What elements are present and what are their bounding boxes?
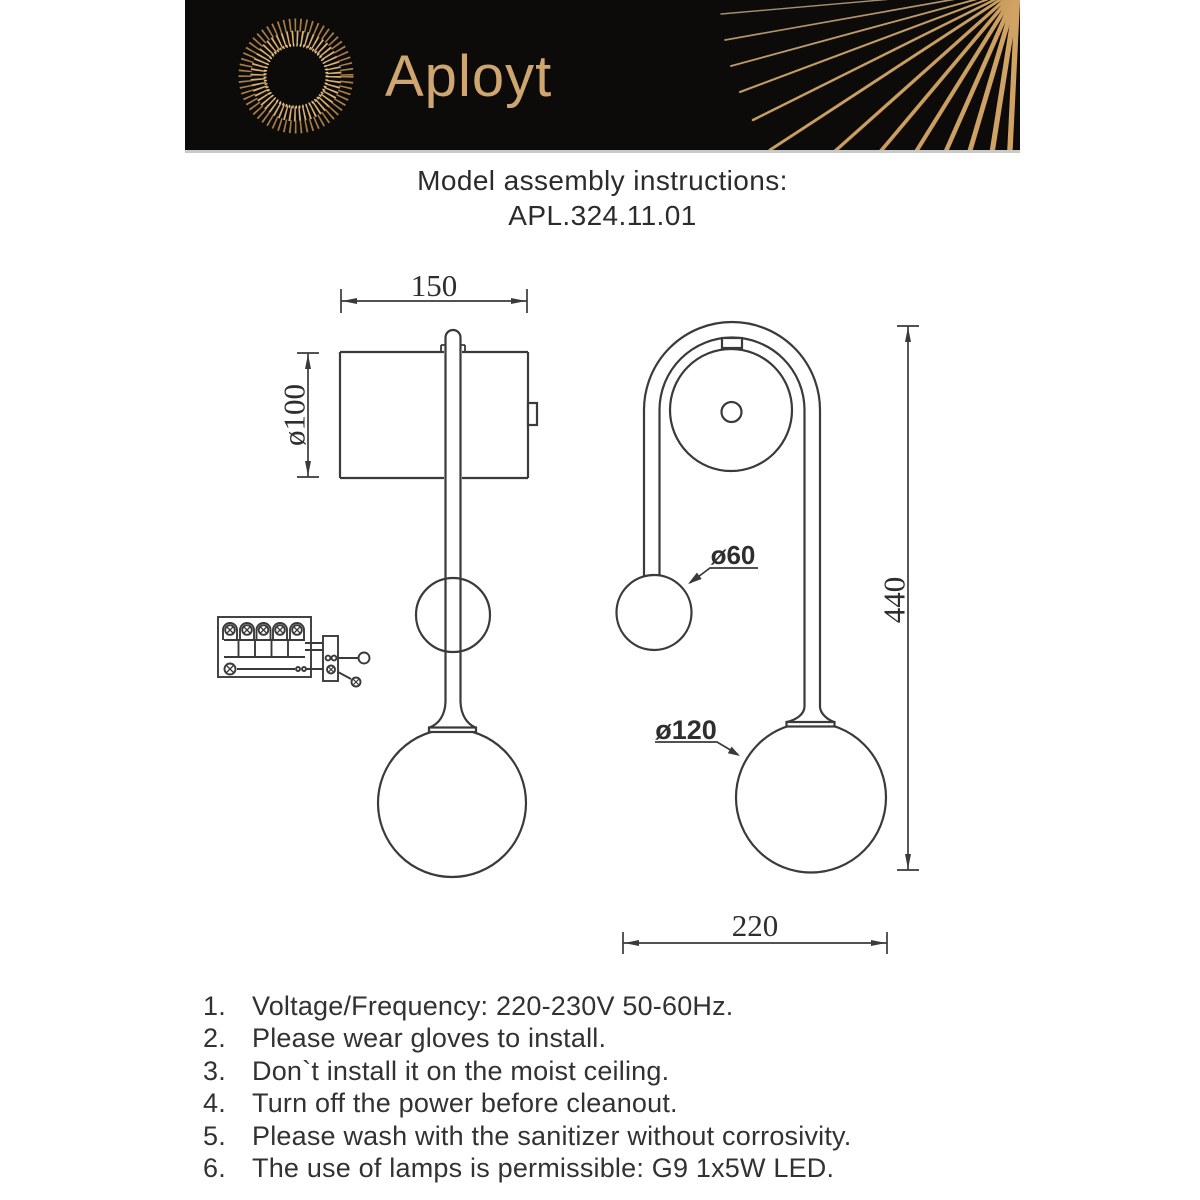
ground-symbol [352,678,361,687]
instruction-item [203,1088,1200,1120]
brand-banner [185,0,1020,153]
instruction-number: 4. [203,1088,226,1119]
instruction-item [203,991,1200,1023]
model-number: APL.324.11.01 [508,200,697,231]
dim-440 [877,326,920,870]
sunburst-logo-icon [245,25,347,127]
brand-wordmark: Aployt [385,44,553,109]
dim-height-label: 440 [876,576,912,624]
instruction-number: 3. [203,1055,226,1086]
side-view-drawing [340,330,537,877]
dim-width-label: 220 [731,908,779,943]
wiring-diagram [218,617,370,687]
arch-tube [644,322,820,707]
terminal-screws [225,625,302,635]
wire-connector [323,636,338,681]
small-ball-front [617,575,692,650]
dim-shade-diameter-label: ø100 [276,384,312,446]
shade-box [340,352,528,478]
instruction-text: Please wear gloves to install. [252,1023,607,1054]
instructions-list [0,991,1200,1185]
socket-rim [429,728,476,733]
glass-globe [378,729,526,877]
glass-globe-front [736,723,886,873]
lamp-symbol [359,653,370,664]
instruction-text: Voltage/Frequency: 220-230V 50-60Hz. [252,991,734,1021]
banner-art [185,0,1020,150]
instruction-number: 6. [203,1152,226,1183]
instruction-text: Turn off the power before cleanout. [252,1088,678,1119]
instruction-number: 1. [203,991,226,1021]
dim-ball-diameter [688,540,758,584]
dim-shade-diameter [277,353,320,477]
switch-notch [528,403,537,425]
socket-cone-front [787,707,834,722]
mount-notch [722,338,742,348]
instruction-item [203,1153,1200,1185]
instruction-item [203,1056,1200,1088]
dim-ball-diameter-label: ø60 [710,540,756,570]
document-title [185,163,1020,233]
front-view-drawing [617,322,887,873]
instruction-text: Don`t install it on the moist ceiling. [252,1055,670,1086]
mount-hole [722,402,742,422]
dim-globe-diameter [655,715,740,756]
title-line: Model assembly instructions: [417,165,788,196]
instruction-item [203,1121,1200,1153]
dim-220 [623,908,887,954]
instruction-number: 2. [203,1023,226,1054]
instruction-item [203,1023,1200,1055]
small-ball [416,578,490,652]
instruction-text: The use of lamps is permissible: G9 1x5W LED. [252,1152,835,1183]
dimensions [277,268,920,954]
rays-decoration [721,0,1018,150]
dim-150 [341,268,527,313]
rod [446,330,461,702]
dim-globe-diameter-label: ø120 [655,715,717,745]
socket-rim-front [787,722,835,727]
instruction-text: Please wash with the sanitizer without corrosivity. [252,1120,852,1151]
dim-150-label: 150 [410,268,458,303]
socket-cone [430,702,476,728]
wall-plate [670,349,792,471]
instruction-number: 5. [203,1120,226,1151]
